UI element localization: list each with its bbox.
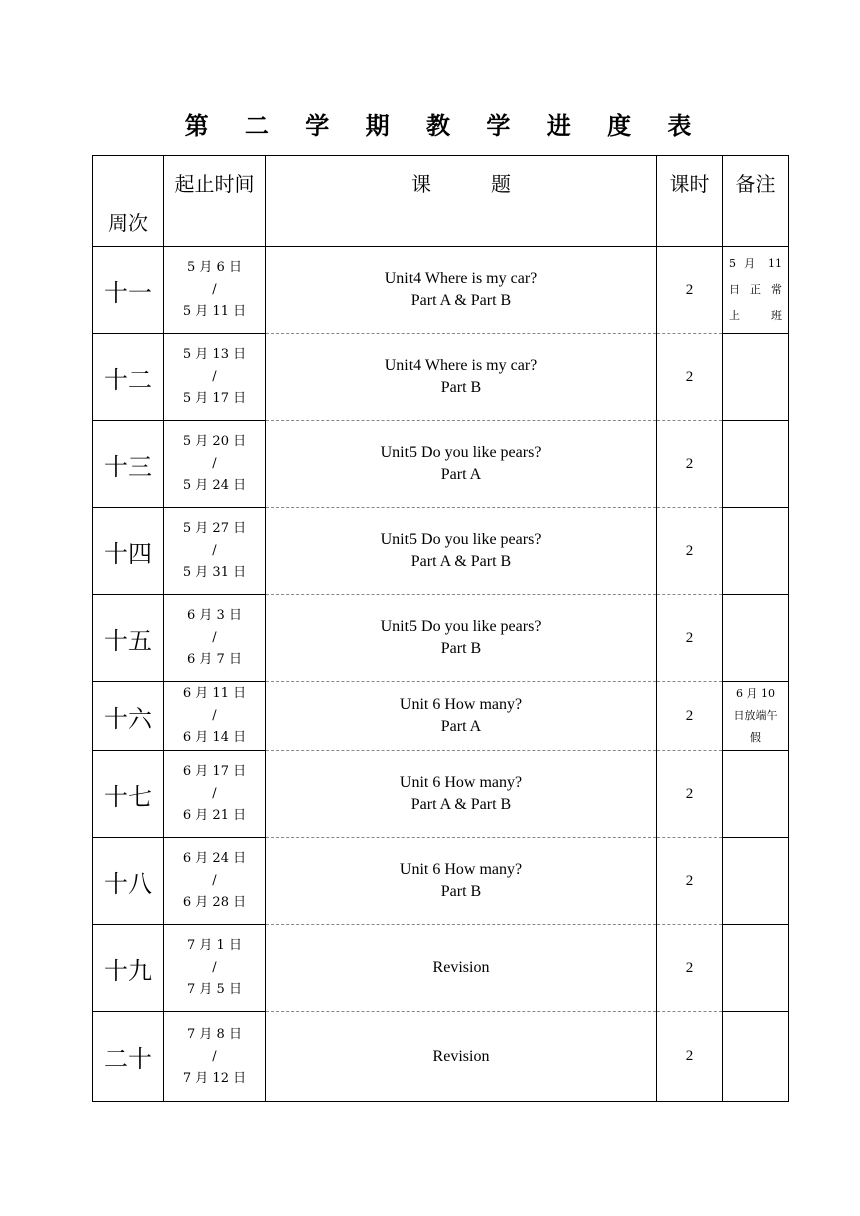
table-row bbox=[93, 838, 789, 925]
topic-cell: Unit4 Where is my car? Part B bbox=[266, 334, 657, 421]
topic-cell: Revision bbox=[266, 1012, 657, 1102]
hours-cell: 2 bbox=[657, 247, 723, 334]
hours-cell: 2 bbox=[657, 595, 723, 682]
hours-cell: 2 bbox=[657, 421, 723, 508]
hours-cell: 2 bbox=[657, 1012, 723, 1102]
week-cell: 十二 bbox=[93, 334, 164, 421]
hours-cell: 2 bbox=[657, 838, 723, 925]
header-dates: 起止时间 bbox=[164, 156, 266, 247]
hours-cell: 2 bbox=[657, 508, 723, 595]
date-range-cell: 5 月 20 日 / 5 月 24 日 bbox=[164, 421, 266, 508]
remark-cell: 5 月 11 日 正 常 上班 bbox=[723, 247, 789, 334]
table-row bbox=[93, 595, 789, 682]
topic-cell: Unit5 Do you like pears? Part A bbox=[266, 421, 657, 508]
remark-cell bbox=[723, 508, 789, 595]
week-cell: 十五 bbox=[93, 595, 164, 682]
schedule-table bbox=[92, 155, 789, 1102]
hours-cell: 2 bbox=[657, 682, 723, 751]
topic-cell: Unit4 Where is my car? Part A & Part B bbox=[266, 247, 657, 334]
topic-cell: Unit 6 How many? Part A bbox=[266, 682, 657, 751]
remark-cell bbox=[723, 595, 789, 682]
week-cell: 二十 bbox=[93, 1012, 164, 1102]
table-row bbox=[93, 682, 789, 751]
hours-cell: 2 bbox=[657, 751, 723, 838]
table-header-row bbox=[93, 156, 789, 247]
remark-cell bbox=[723, 925, 789, 1012]
date-range-cell: 5 月 13 日 / 5 月 17 日 bbox=[164, 334, 266, 421]
date-range-cell: 7 月 8 日 / 7 月 12 日 bbox=[164, 1012, 266, 1102]
date-range-cell: 5 月 6 日 / 5 月 11 日 bbox=[164, 247, 266, 334]
hours-cell: 2 bbox=[657, 925, 723, 1012]
topic-cell: Revision bbox=[266, 925, 657, 1012]
table-row bbox=[93, 1012, 789, 1102]
week-cell: 十四 bbox=[93, 508, 164, 595]
page-title: 第 二 学 期 教 学 进 度 表 bbox=[184, 112, 706, 140]
table-row bbox=[93, 925, 789, 1012]
week-cell: 十七 bbox=[93, 751, 164, 838]
date-range-cell: 6 月 17 日 / 6 月 21 日 bbox=[164, 751, 266, 838]
date-range-cell: 6 月 3 日 / 6 月 7 日 bbox=[164, 595, 266, 682]
table-row bbox=[93, 247, 789, 334]
topic-cell: Unit5 Do you like pears? Part A & Part B bbox=[266, 508, 657, 595]
table-row bbox=[93, 508, 789, 595]
header-remarks: 备注 bbox=[723, 156, 789, 247]
table-row bbox=[93, 334, 789, 421]
week-cell: 十一 bbox=[93, 247, 164, 334]
table-row bbox=[93, 751, 789, 838]
week-cell: 十六 bbox=[93, 682, 164, 751]
remark-cell bbox=[723, 334, 789, 421]
week-cell: 十三 bbox=[93, 421, 164, 508]
topic-cell: Unit5 Do you like pears? Part B bbox=[266, 595, 657, 682]
remark-cell bbox=[723, 838, 789, 925]
date-range-cell: 6 月 24 日 / 6 月 28 日 bbox=[164, 838, 266, 925]
header-topic: 课 题 bbox=[266, 156, 657, 247]
remark-cell bbox=[723, 1012, 789, 1102]
topic-cell: Unit 6 How many? Part B bbox=[266, 838, 657, 925]
week-cell: 十八 bbox=[93, 838, 164, 925]
date-range-cell: 6 月 11 日 / 6 月 14 日 bbox=[164, 682, 266, 751]
week-cell: 十九 bbox=[93, 925, 164, 1012]
table-row bbox=[93, 421, 789, 508]
date-range-cell: 5 月 27 日 / 5 月 31 日 bbox=[164, 508, 266, 595]
remark-cell bbox=[723, 421, 789, 508]
header-hours: 课时 bbox=[657, 156, 723, 247]
remark-cell: 6 月 10 日放端午假 bbox=[723, 682, 789, 751]
date-range-cell: 7 月 1 日 / 7 月 5 日 bbox=[164, 925, 266, 1012]
hours-cell: 2 bbox=[657, 334, 723, 421]
header-week: 周次 bbox=[93, 156, 164, 247]
topic-cell: Unit 6 How many? Part A & Part B bbox=[266, 751, 657, 838]
remark-cell bbox=[723, 751, 789, 838]
